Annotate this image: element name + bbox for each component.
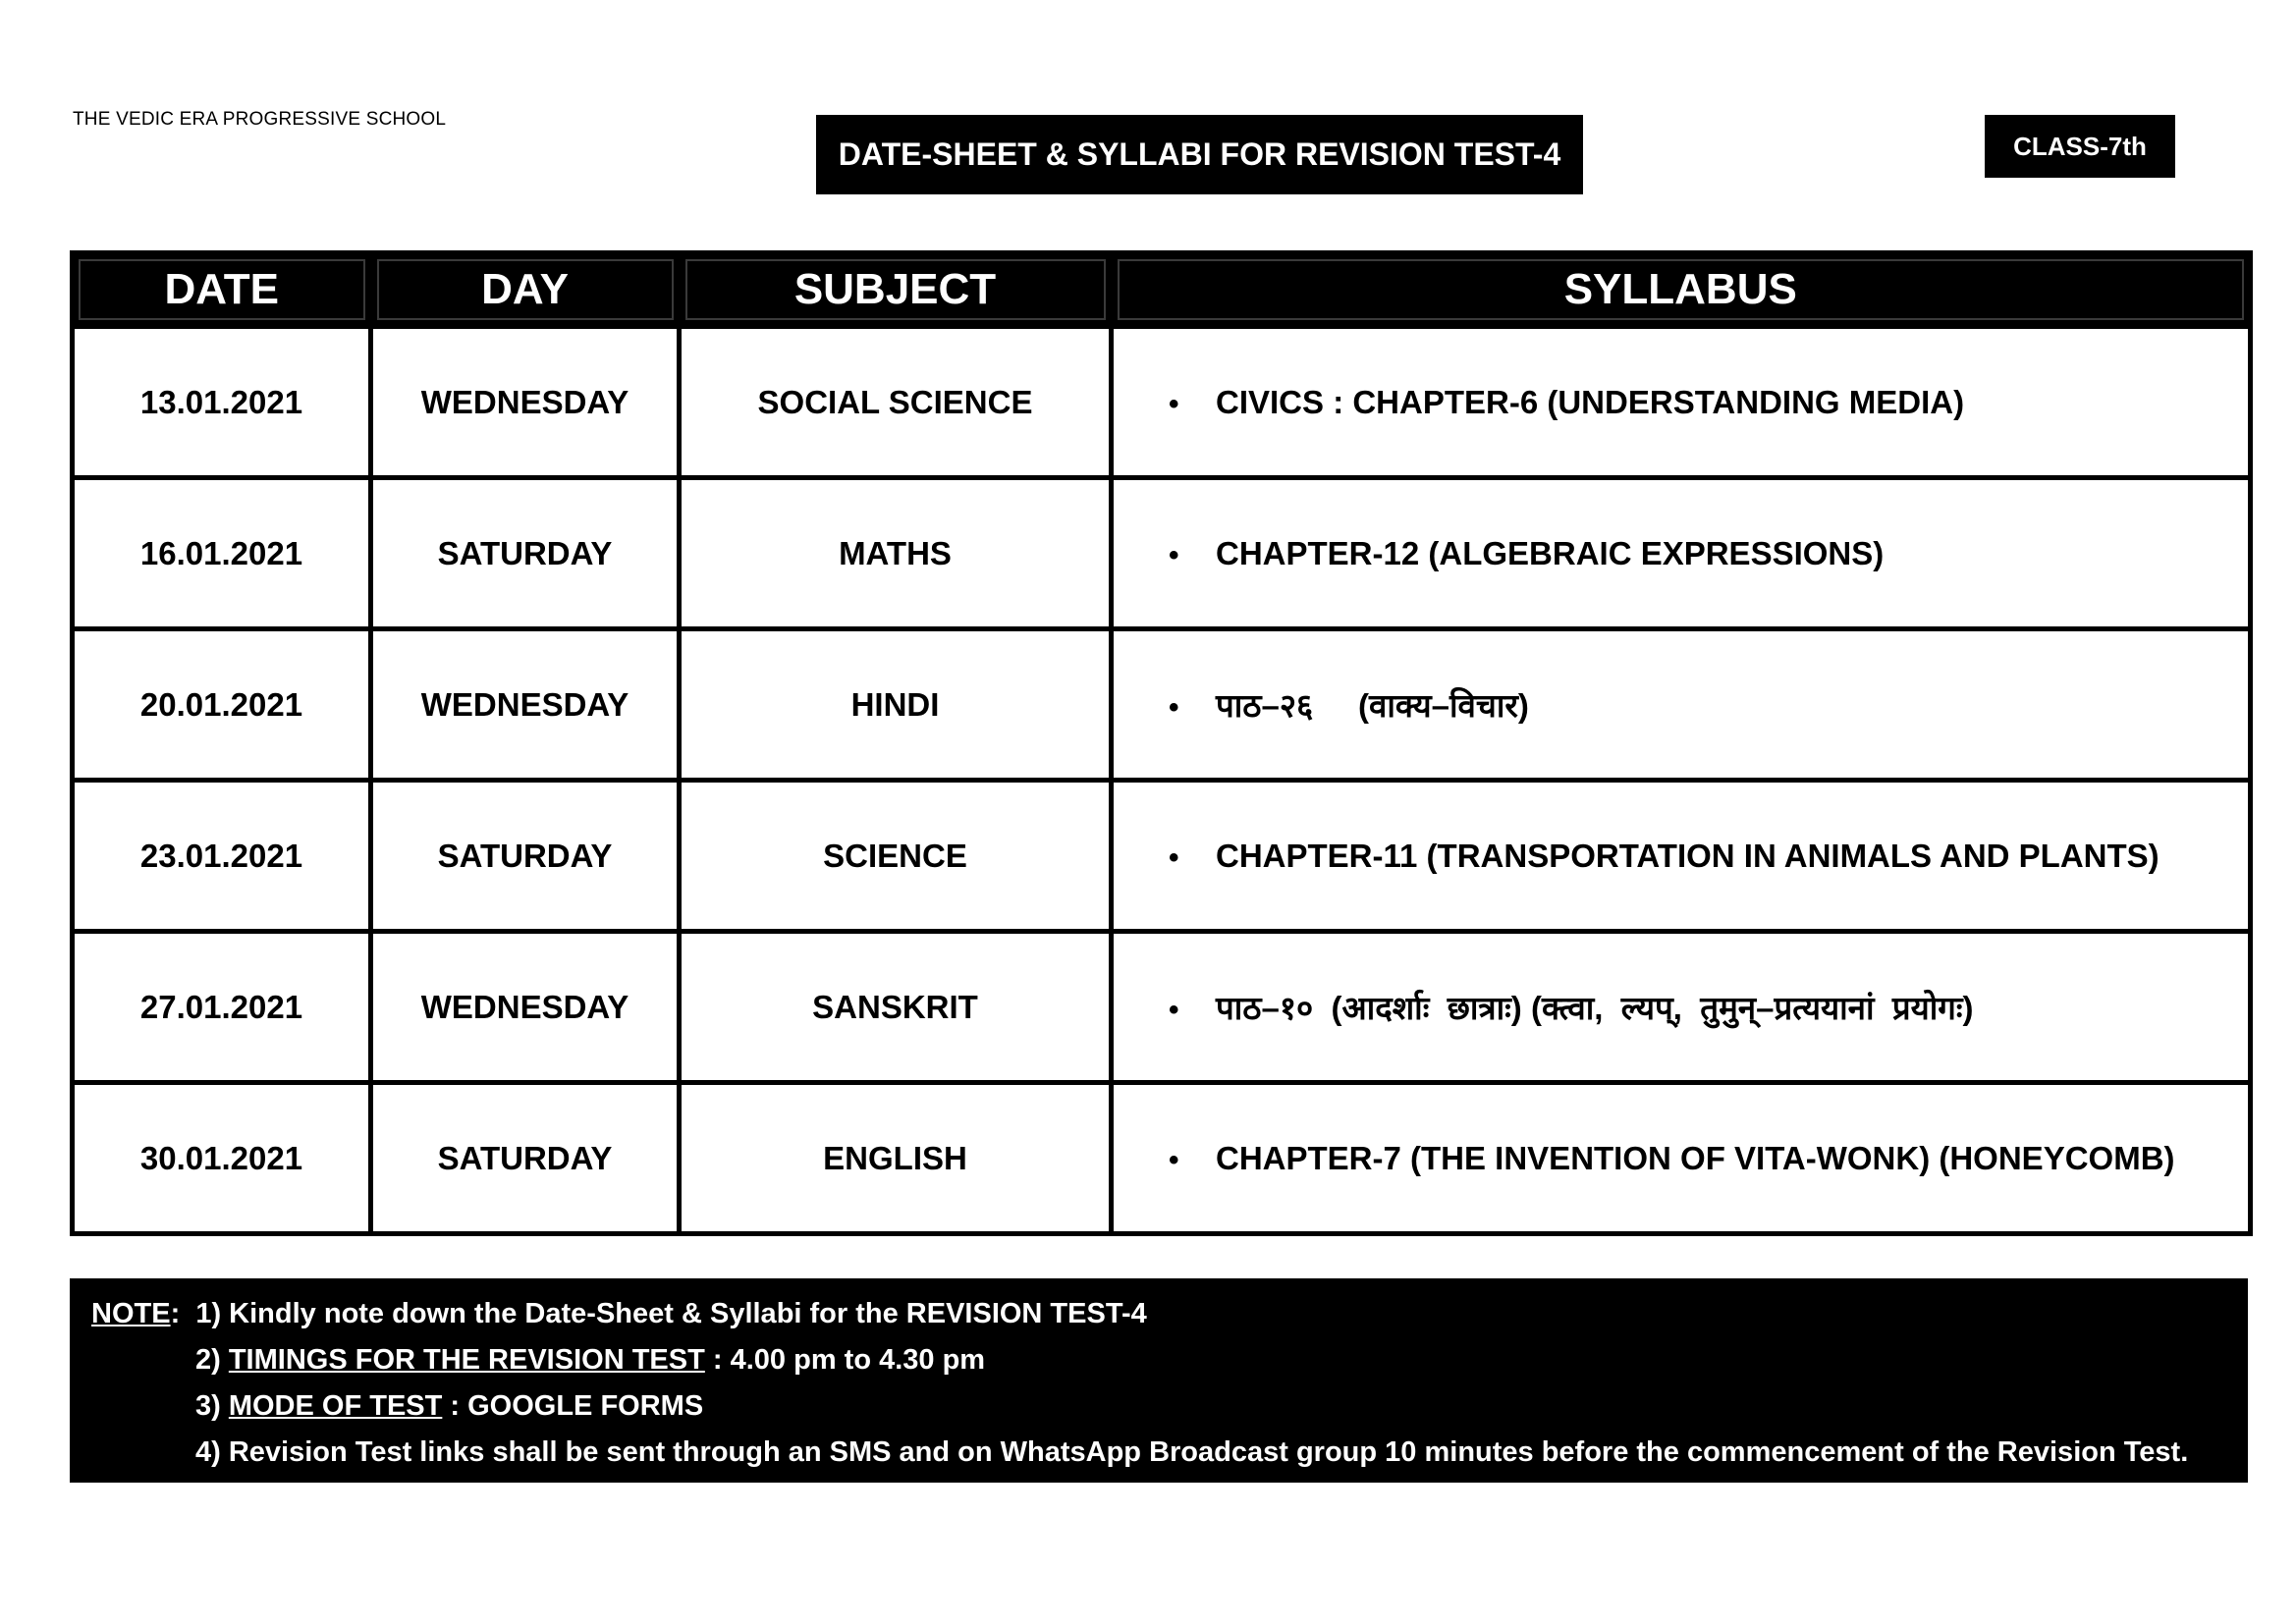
syllabus-text: पाठ–२६ (वाक्य–विचार) [1216,687,1529,724]
day-cell: WEDNESDAY [371,932,680,1083]
note-line-4: 4) Revision Test links shall be sent through an SMS and on WhatsApp Broadcast group 10 minutes before the commencement of the Revision Test. [195,1436,2189,1468]
table-row [73,932,2251,1083]
date-cell: 30.01.2021 [73,1083,371,1234]
date-cell: 20.01.2021 [73,629,371,781]
syllabus-cell [1112,327,2251,478]
mode-value: : GOOGLE FORMS [442,1390,704,1422]
syllabus-text: CHAPTER-11 (TRANSPORTATION IN ANIMALS AND PLANTS) [1216,837,2159,874]
syllabus-text: CHAPTER-12 (ALGEBRAIC EXPRESSIONS) [1216,534,1885,571]
table-row [73,1083,2251,1234]
bullet-icon: • [1169,994,1179,1026]
bullet-icon: • [1169,538,1179,571]
date-cell: 13.01.2021 [73,327,371,478]
column-header-date: DATE [73,253,371,327]
timings-label: TIMINGS FOR THE REVISION TEST [228,1344,705,1376]
day-cell: WEDNESDAY [371,327,680,478]
day-cell: WEDNESDAY [371,629,680,781]
subject-cell: SOCIAL SCIENCE [680,327,1112,478]
mode-label: MODE OF TEST [228,1390,443,1422]
note-line-2-number: 2) [195,1344,229,1376]
document-title: DATE-SHEET & SYLLABI FOR REVISION TEST-4 [816,115,1583,194]
syllabus-cell [1112,629,2251,781]
note-label: NOTE [91,1298,171,1329]
day-cell: SATURDAY [371,781,680,932]
syllabus-text: CHAPTER-7 (THE INVENTION OF VITA-WONK) (HONEYCOMB) [1216,1139,2175,1176]
subject-cell: SANSKRIT [680,932,1112,1083]
class-label: CLASS-7th [1985,115,2175,178]
table-row [73,327,2251,478]
note-line-3-number: 3) [195,1390,229,1422]
column-header-syllabus: SYLLABUS [1112,253,2251,327]
syllabus-text: CIVICS : CHAPTER-6 (UNDERSTANDING MEDIA) [1216,383,1965,420]
syllabus-cell [1112,781,2251,932]
subject-cell: MATHS [680,478,1112,629]
bullet-icon: • [1169,840,1179,874]
bullet-icon: • [1169,1143,1179,1176]
day-cell: SATURDAY [371,1083,680,1234]
timings-value: : 4.00 pm to 4.30 pm [704,1344,986,1376]
syllabus-cell [1112,478,2251,629]
note-line-3 [91,1383,2226,1430]
note-line-1 [91,1291,2226,1337]
subject-cell: ENGLISH [680,1083,1112,1234]
date-cell: 16.01.2021 [73,478,371,629]
table-row [73,781,2251,932]
column-header-subject: SUBJECT [680,253,1112,327]
table-row [73,629,2251,781]
date-cell: 23.01.2021 [73,781,371,932]
syllabus-cell [1112,1083,2251,1234]
school-name: THE VEDIC ERA PROGRESSIVE SCHOOL [73,109,447,130]
bullet-icon: • [1169,691,1179,724]
note-line-1-text: : 1) Kindly note down the Date-Sheet & Syllabi for the REVISION TEST-4 [170,1298,1147,1329]
subject-cell: SCIENCE [680,781,1112,932]
table-header-row [73,253,2251,327]
note-line-2 [91,1337,2226,1383]
bullet-icon: • [1169,387,1179,420]
subject-cell: HINDI [680,629,1112,781]
date-sheet-table [70,250,2253,1236]
note-box [70,1278,2248,1483]
syllabus-text: पाठ–१० (आदर्शाः छात्राः) (क्त्वा, ल्यप्, तुमुन्–प्रत्ययानां प्रयोगः) [1216,990,1974,1026]
syllabus-cell [1112,932,2251,1083]
date-cell: 27.01.2021 [73,932,371,1083]
day-cell: SATURDAY [371,478,680,629]
column-header-day: DAY [371,253,680,327]
table-row [73,478,2251,629]
